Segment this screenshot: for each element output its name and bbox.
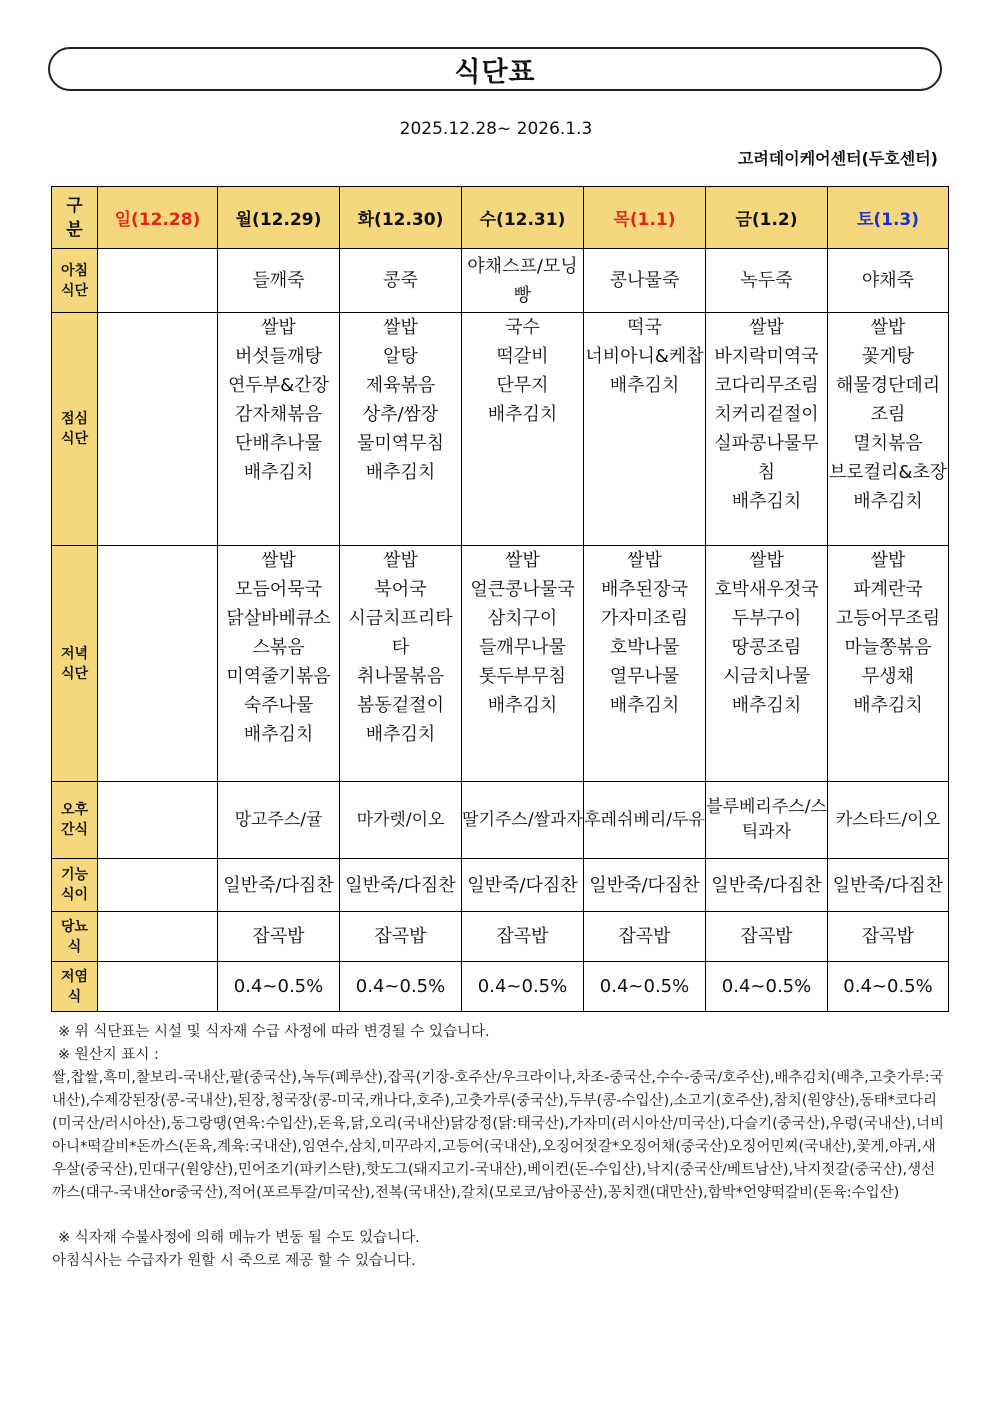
lunch-cell: 쌀밥 꽃게탕 해물경단데리조림 멸치볶음 브로컬리&초장 배추김치 xyxy=(828,313,949,546)
diabetic-cell xyxy=(98,912,218,962)
header-row xyxy=(52,187,949,249)
notes-section xyxy=(52,1021,944,1273)
day-header-sat: 토(1.3) xyxy=(828,187,949,249)
day-header-sun: 일(12.28) xyxy=(98,187,218,249)
functional-cell: 일반죽/다짐찬 xyxy=(218,859,340,912)
functional-cell xyxy=(98,859,218,912)
dinner-cell: 쌀밥 모듬어묵국 닭살바베큐소스볶음 미역줄기볶음 숙주나물 배추김치 xyxy=(218,546,340,782)
functional-row xyxy=(52,859,949,912)
functional-label xyxy=(52,859,98,912)
diabetic-cell: 잡곡밥 xyxy=(706,912,828,962)
functional-label-text: 기능식이 xyxy=(60,867,89,903)
breakfast-cell: 들깨죽 xyxy=(218,249,340,313)
functional-cell: 일반죽/다짐찬 xyxy=(584,859,706,912)
snack-cell: 마가렛/이오 xyxy=(340,782,462,859)
menu-table xyxy=(51,186,949,1012)
origin-text: 쌀,찹쌀,흑미,찰보리-국내산,팥(중국산),녹두(페루산),잡곡(기장-호주산/우크라이나,차조-중국산,수수-중국/호주산),배추김치(배추,고춧가루:국내산),수제강된장(콩-국내산),된장,청국장(콩-미국,캐나다,호주),고춧가루(중국산),두부(콩-수입산),소고기(호주산),참치(원양산),동태*코다리(미국산/러시아산),동그랑땡(연육:수입산),돈육,닭,오리(국내산)닭강정(닭:태국산),가자미(러시아산/미국산),다슬기(중국산),우렁(국내산),너비아니*떡갈비*돈까스(돈육,계육:국내산),임연수,삼치,미꾸라지,고등어(국내산),오징어젓갈*오징어채(중국산)오징어민찌(국내산),꽃게,아귀,새우살(중국산),민대구(원양산),민어조기(파키스탄),핫도그(돼지고기-국내산),베이컨(돈-수입산),낙지(중국산/베트남산),낙지젓갈(중국산),생선까스(대구-국내산or중국산),적어(포르투갈/미국산),전복(국내산),갈치(모로코/남아공산),꽁치캔(대만산),함박*언양떡갈비(돈육:수입산) xyxy=(52,1070,944,1201)
breakfast-row xyxy=(52,249,949,313)
lunch-cell: 떡국 너비아니&케찹 배추김치 xyxy=(584,313,706,546)
diabetic-cell: 잡곡밥 xyxy=(218,912,340,962)
lowsalt-cell: 0.4~0.5% xyxy=(706,962,828,1012)
diabetic-cell: 잡곡밥 xyxy=(462,912,584,962)
dinner-label xyxy=(52,546,98,782)
breakfast-cell: 야채죽 xyxy=(828,249,949,313)
diabetic-cell: 잡곡밥 xyxy=(340,912,462,962)
change-notice: ※ 위 식단표는 시설 및 식자재 수급 사정에 따라 변경될 수 있습니다. xyxy=(58,1024,490,1040)
breakfast-label xyxy=(52,249,98,313)
category-header-text: 구분 xyxy=(66,195,83,240)
snack-cell: 후레쉬베리/두유 xyxy=(584,782,706,859)
lunch-label xyxy=(52,313,98,546)
snack-cell: 블루베리주스/스틱과자 xyxy=(706,782,828,859)
dinner-cell xyxy=(98,546,218,782)
functional-cell: 일반죽/다짐찬 xyxy=(462,859,584,912)
breakfast-label-text: 아침식단 xyxy=(60,262,89,299)
lunch-cell: 국수 떡갈비 단무지 배추김치 xyxy=(462,313,584,546)
breakfast-cell: 콩나물죽 xyxy=(584,249,706,313)
functional-cell: 일반죽/다짐찬 xyxy=(340,859,462,912)
diabetic-cell: 잡곡밥 xyxy=(584,912,706,962)
snack-label-text: 오후간식 xyxy=(60,802,89,838)
lunch-cell xyxy=(98,313,218,546)
snack-row xyxy=(52,782,949,859)
dinner-cell: 쌀밥 호박새우젓국 두부구이 땅콩조림 시금치나물 배추김치 xyxy=(706,546,828,782)
page-title: 식단표 xyxy=(48,47,942,91)
snack-cell: 딸기주스/쌀과자 xyxy=(462,782,584,859)
dinner-row xyxy=(52,546,949,782)
dinner-cell: 쌀밥 배추된장국 가자미조림 호박나물 열무나물 배추김치 xyxy=(584,546,706,782)
dinner-cell: 쌀밥 북어국 시금치프리타타 취나물볶음 봄동겉절이 배추김치 xyxy=(340,546,462,782)
lunch-cell: 쌀밥 버섯들깨탕 연두부&간장 감자채볶음 단배추나물 배추김치 xyxy=(218,313,340,546)
lowsalt-cell: 0.4~0.5% xyxy=(584,962,706,1012)
day-header-thu: 목(1.1) xyxy=(584,187,706,249)
lowsalt-label xyxy=(52,962,98,1012)
lunch-label-text: 점심식단 xyxy=(60,411,89,447)
lowsalt-cell: 0.4~0.5% xyxy=(218,962,340,1012)
day-header-mon: 월(12.29) xyxy=(218,187,340,249)
functional-cell: 일반죽/다짐찬 xyxy=(706,859,828,912)
lowsalt-row xyxy=(52,962,949,1012)
diabetic-row xyxy=(52,912,949,962)
day-header-tue: 화(12.30) xyxy=(340,187,462,249)
diabetic-label-text: 당뇨식 xyxy=(60,918,89,955)
center-name: 고려데이케어센터(두호센터) xyxy=(737,149,938,168)
lowsalt-label-text: 저염식 xyxy=(60,968,89,1005)
lowsalt-cell: 0.4~0.5% xyxy=(828,962,949,1012)
dinner-cell: 쌀밥 얼큰콩나물국 삼치구이 들깨무나물 톳두부무침 배추김치 xyxy=(462,546,584,782)
breakfast-cell: 녹두죽 xyxy=(706,249,828,313)
lowsalt-cell xyxy=(98,962,218,1012)
snack-cell: 카스타드/이오 xyxy=(828,782,949,859)
supply-notice: ※ 식자재 수불사정에 의해 메뉴가 변동 될 수도 있습니다. xyxy=(58,1230,420,1246)
breakfast-notice: 아침식사는 수급자가 원할 시 죽으로 제공 할 수 있습니다. xyxy=(52,1253,416,1269)
snack-cell xyxy=(98,782,218,859)
diabetic-cell: 잡곡밥 xyxy=(828,912,949,962)
origin-title: ※ 원산지 표시 : xyxy=(58,1047,159,1063)
lowsalt-cell: 0.4~0.5% xyxy=(340,962,462,1012)
breakfast-cell xyxy=(98,249,218,313)
date-range: 2025.12.28~ 2026.1.3 xyxy=(399,119,593,139)
snack-cell: 망고주스/귤 xyxy=(218,782,340,859)
functional-cell: 일반죽/다짐찬 xyxy=(828,859,949,912)
day-header-fri: 금(1.2) xyxy=(706,187,828,249)
diabetic-label xyxy=(52,912,98,962)
lunch-cell: 쌀밥 알탕 제육볶음 상추/쌈장 물미역무침 배추김치 xyxy=(340,313,462,546)
lowsalt-cell: 0.4~0.5% xyxy=(462,962,584,1012)
snack-label xyxy=(52,782,98,859)
breakfast-cell: 야채스프/모닝빵 xyxy=(462,249,584,313)
category-header xyxy=(52,187,98,249)
lunch-cell: 쌀밥 바지락미역국 코다리무조림 치커리겉절이 실파콩나물무침 배추김치 xyxy=(706,313,828,546)
lunch-row xyxy=(52,313,949,546)
dinner-cell: 쌀밥 파계란국 고등어무조림 마늘쫑볶음 무생채 배추김치 xyxy=(828,546,949,782)
day-header-wed: 수(12.31) xyxy=(462,187,584,249)
breakfast-cell: 콩죽 xyxy=(340,249,462,313)
dinner-label-text: 저녁식단 xyxy=(60,645,89,682)
